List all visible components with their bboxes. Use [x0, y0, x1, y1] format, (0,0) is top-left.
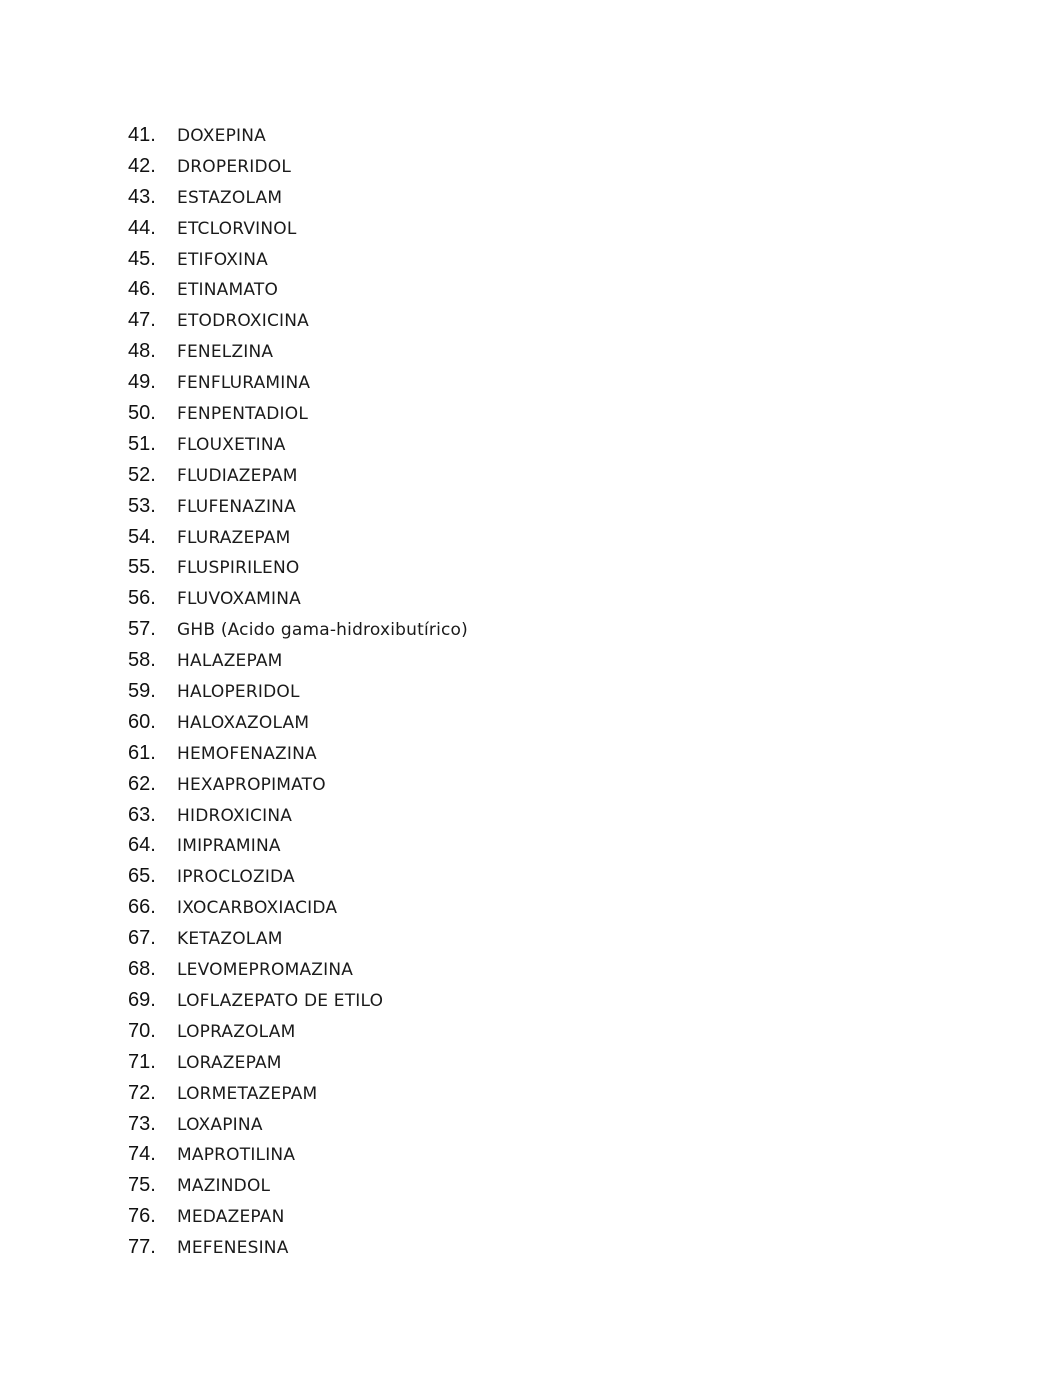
list-item [128, 526, 468, 557]
list-item [128, 1020, 468, 1051]
list-item-number: 56. [128, 587, 156, 610]
list-item [128, 309, 468, 340]
list-item [128, 649, 468, 680]
list-item-name: GHB (Acido gama-hidroxibutírico) [177, 620, 468, 641]
list-item [128, 124, 468, 155]
list-item [128, 711, 468, 742]
list-item [128, 804, 468, 835]
list-item-number: 71. [128, 1050, 156, 1073]
list-item [128, 865, 468, 896]
list-item [128, 927, 468, 958]
list-item [128, 1051, 468, 1082]
list-item-name: FLUDIAZEPAM [177, 465, 298, 486]
list-item-name: FENFLURAMINA [177, 373, 311, 394]
list-item-number: 54. [128, 525, 156, 548]
list-item [128, 834, 468, 865]
list-item-name: HALAZEPAM [177, 651, 283, 672]
list-item-number: 65. [128, 865, 156, 888]
list-item [128, 248, 468, 279]
list-item-name: KETAZOLAM [177, 929, 283, 950]
list-item-name: HIDROXICINA [177, 805, 293, 826]
list-item-number: 49. [128, 371, 156, 394]
list-item-number: 48. [128, 340, 156, 363]
list-item [128, 464, 468, 495]
list-item-name: MAZINDOL [177, 1176, 271, 1197]
list-item-number: 67. [128, 927, 156, 950]
list-item-name: HEMOFENAZINA [177, 743, 317, 764]
list-item-name: LOXAPINA [177, 1114, 263, 1135]
list-item-number: 69. [128, 988, 156, 1011]
list-item-name: IXOCARBOXIACIDA [177, 898, 338, 919]
list-item-name: FENPENTADIOL [177, 404, 308, 425]
list-item-name: LORAZEPAM [177, 1052, 282, 1073]
list-item [128, 1174, 468, 1205]
list-item-number: 44. [128, 216, 156, 239]
list-item-name: ETODROXICINA [177, 311, 309, 332]
list-item-number: 43. [128, 185, 156, 208]
list-item-name: MAPROTILINA [177, 1145, 296, 1166]
list-item [128, 587, 468, 618]
list-item-name: IMIPRAMINA [177, 836, 281, 857]
list-item [128, 402, 468, 433]
list-item-name: HALOPERIDOL [177, 682, 300, 703]
list-item-name: FLUFENAZINA [177, 496, 296, 517]
list-item-number: 77. [128, 1236, 156, 1259]
list-item-name: ESTAZOLAM [177, 187, 283, 208]
list-item-number: 52. [128, 463, 156, 486]
list-item-name: HALOXAZOLAM [177, 712, 310, 733]
list-item [128, 217, 468, 248]
list-item-number: 58. [128, 649, 156, 672]
list-item-name: LOPRAZOLAM [177, 1021, 296, 1042]
list-item [128, 278, 468, 309]
list-item-name: FLOUXETINA [177, 434, 286, 455]
list-item [128, 495, 468, 526]
list-item [128, 773, 468, 804]
list-item-number: 57. [128, 618, 156, 641]
list-item-number: 68. [128, 958, 156, 981]
list-item-number: 59. [128, 680, 156, 703]
list-item-number: 45. [128, 247, 156, 270]
list-item-name: ETCLORVINOL [177, 218, 297, 239]
list-item-name: DOXEPINA [177, 126, 266, 146]
list-item-number: 55. [128, 556, 156, 579]
list-item [128, 742, 468, 773]
list-item [128, 1143, 468, 1174]
list-item [128, 433, 468, 464]
list-item-number: 73. [128, 1112, 156, 1135]
list-item-number: 60. [128, 710, 156, 733]
list-item [128, 680, 468, 711]
list-item-number: 66. [128, 896, 156, 919]
list-item-name: ETIFOXINA [177, 249, 269, 270]
list-item-name: MEFENESINA [177, 1238, 289, 1259]
list-item [128, 340, 468, 371]
list-item-number: 46. [128, 278, 156, 301]
list-item-name: HEXAPROPIMATO [177, 774, 326, 795]
list-item [128, 1236, 468, 1267]
list-item-number: 70. [128, 1019, 156, 1042]
list-item-name: FLURAZEPAM [177, 527, 291, 548]
list-item-number: 75. [128, 1174, 156, 1197]
list-item-number: 62. [128, 772, 156, 795]
list-item-number: 50. [128, 402, 156, 425]
list-item [128, 155, 468, 186]
list-item-number: 53. [128, 494, 156, 517]
list-item-name: ETINAMATO [177, 280, 279, 301]
list-item-number: 72. [128, 1081, 156, 1104]
list-item-number: 51. [128, 432, 156, 455]
list-item-name: FLUVOXAMINA [177, 589, 301, 610]
list-item-name: FENELZINA [177, 342, 274, 363]
list-item-name: FLUSPIRILENO [177, 558, 300, 579]
substance-list [128, 124, 468, 1267]
list-item [128, 1205, 468, 1236]
list-item-number: 74. [128, 1143, 156, 1166]
list-item-number: 42. [128, 154, 156, 177]
list-item [128, 1082, 468, 1113]
list-item [128, 896, 468, 927]
list-item [128, 618, 468, 649]
list-item [128, 556, 468, 587]
list-item-name: LOFLAZEPATO DE ETILO [177, 990, 384, 1011]
list-item-number: 64. [128, 834, 156, 857]
list-item-number: 47. [128, 309, 156, 332]
list-item-number: 76. [128, 1205, 156, 1228]
list-item-name: LORMETAZEPAM [177, 1083, 318, 1104]
list-item [128, 371, 468, 402]
list-item-number: 63. [128, 803, 156, 826]
list-item-number: 41. [128, 124, 156, 146]
list-item-name: MEDAZEPAN [177, 1207, 285, 1228]
list-item [128, 989, 468, 1020]
list-item-name: IPROCLOZIDA [177, 867, 295, 888]
list-item-name: DROPERIDOL [177, 156, 292, 177]
list-item [128, 186, 468, 217]
list-item-name: LEVOMEPROMAZINA [177, 960, 354, 981]
list-item [128, 1113, 468, 1144]
list-item-number: 61. [128, 741, 156, 764]
list-item [128, 958, 468, 989]
